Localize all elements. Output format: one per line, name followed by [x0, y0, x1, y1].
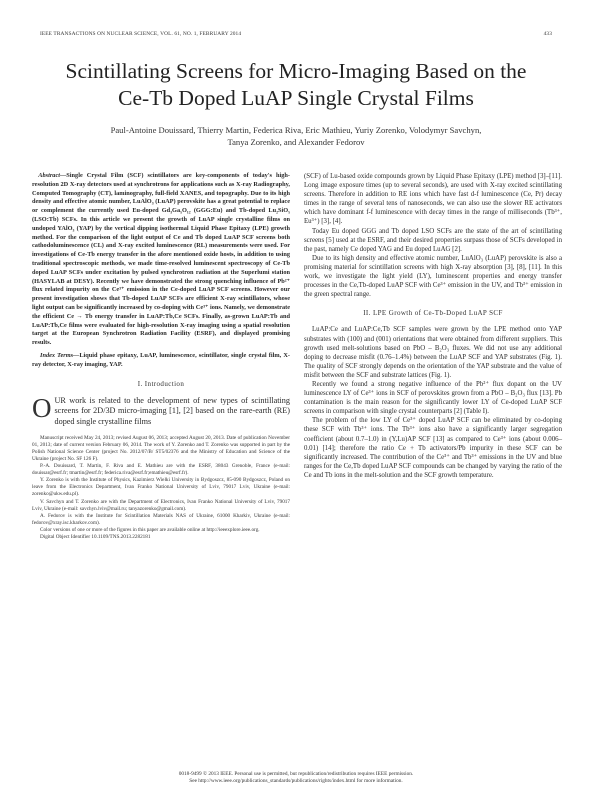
copyright-footer [0, 771, 592, 785]
footer-line-1: 0018-9499 © 2013 IEEE. Personal use is permitted, but republication/redistribution requires IEEE permission. [178, 771, 414, 777]
footnote-manuscript: Manuscript received May 24, 2013; revised August 06, 2013; accepted August 20, 2013. Date of publication November 01, 2013; date of current version February 06, 2014. The work of Y. Zorenko and T. Zorenko was supported in part by the Polish National Science Center (project No. 2012/07/B/ ST5/02376 and the Ministry of Education and Science of the Ukraine (project No. SF 126 F). [32, 434, 290, 463]
section-heading-introduction: I. Introduction [137, 379, 185, 388]
author-list [36, 124, 556, 149]
footnote-affiliation-kazimierz: Y. Zorenko is with the Institute of Physics, Kazimierz Wielki University in Bydgoszcz, 85-090 Bydgoszcz, Poland on leave from the Electronics Department, Ivan Franko National University of Lviv, 79017 Lviv, Ukraine (e-mail: zorenko@ukw.edu.pl). [32, 477, 290, 498]
body-paragraph: The problem of the low LY of Ce³⁺ doped LuAP SCF can be eliminated by co-doping these SCF with Tb³⁺ ions. The Tb³⁺ ions also have a significantly larger segregation coefficient (about 0.7–1.0) in (Y,Lu)AP SCF [13] as compared to Ce³⁺ ions (about 0.006–0.01) [14]; therefore the ratio Ce + Tb activators/Pb impurity in these SCF can be significantly increased. The contribution of the Ce³⁺ and Tb³⁺ emissions in the UV and blue ranges for the Ce,Tb doped LuAP SCF compounds can be changed by varying the ratio of the Ce and Tb ions in the melt-solution and the SCF growth temperature. [304, 417, 562, 479]
abstract-text: Single Crystal Film (SCF) scintillators are key-components of today's high-resolution 2D X-ray detectors used at synchrotrons for applications such as X-ray Radiography, Computed Tomography (CT), laminography, full-field XANES, and topography. Due to its high density and effective atomic number, LuAlO₃ (LuAP) perovskite has a great potential to replace or complement the currently used Eu-doped Gd₃Ga₅O₁₂ (GGG:Eu) and Tb-doped Lu₂SiO₅ (LSO:Tb) SCFs. In this article we present the growth of LuAP single crystalline films on undoped YAlO₃ (YAP) by the vertical dipping isothermal Liquid Phase Epitaxy (LPE) growth method. For the comparison of the light output of Ce and Tb doped LuAP SCF screens both cathodoluminescence (CL) and X-ray excited luminescence (RL) measurements were used. For investigations of Ce-Tb energy transfer in the afore mentioned oxide hosts, in addition to using traditional spectroscopic methods, we made time-resolved luminescent spectroscopy of Ce-Tb doped LuAP SCFs under excitation by pulsed synchrotron radiation at the Superlumi station (HASYLAB at DESY). Recently we have demonstrated the strong quenching influence of Pb²⁺ flux related impurity on the Ce³⁺ emission in the Ce-doped LuAP SCF screens. However our present investigation shows that Tb-doped LuAP SCFs are efficient X-ray scintillators, whose light output can be significantly increased by co-doping with Ce³⁺ ions. Namely, we demonstrate the efficient Ce → Tb energy transfer in LuAP:Tb,Ce SCFs. Finally, as-grown LuAP:Tb and LuAP:Tb,Ce films were evaluated for high-resolution X-ray imaging using a spatial resolution target at the European Synchrotron Radiation Facility (ESRF), and displayed promising results. [32, 172, 290, 347]
authors-line-2: Tanya Zorenko, and Alexander Fedorov [227, 137, 365, 148]
body-paragraph: LuAP:Ce and LuAP:Ce,Tb SCF samples were grown by the LPE method onto YAP substrates with (100) and (001) orientations that were obtained from different suppliers. This growth used melt-solutions based on PbO – B₂O₃ fluxes. We did not use any additional doping to decrease misfit (0.76–1.4%) between the LuAP SCF and YAP substrates (Fig. 1). The quality of SCF strongly depends on the orientation of the YAP substrate and the value of misfit between the SCF and substrate lattices (Fig. 1). [304, 326, 562, 379]
footnote-affiliation-kharkiv: A. Fedorov is with the Institute for Scintillation Materials NAS of Ukraine, 61000 Kharkiv, Ukraine (e-mail: fedorov@xray.isc.kharkov.com). [32, 512, 290, 526]
footnote-affiliation-esrf: P.-A. Douissard, T. Martin, F. Riva and E. Mathieu are with the ESRF, 38043 Grenoble, France (e-mail: douissar@esrf.fr; tmartin@esrf.fr; federica.riva@esrf.fr;emathieu@esrf.fr). [32, 463, 290, 477]
left-column [32, 172, 290, 541]
right-column [304, 172, 562, 480]
drop-cap: O [32, 392, 52, 423]
intro-text: UR work is related to the development of new types of scintillating screens for 2D/3D micro-imaging [1], [2] based on the rare-earth (RE) doped single crystalline films [54, 395, 290, 427]
footnote-color-versions: Color versions of one or more of the figures in this paper are available online at http://ieeexplore.ieee.org. [40, 526, 260, 533]
introduction-paragraph [32, 392, 290, 428]
authors-line-1: Paul-Antoine Douissard, Thierry Martin, Federica Riva, Eric Mathieu, Yuriy Zorenko, Volodymyr Savchyn, [110, 125, 482, 135]
body-paragraph: Recently we found a strong negative influence of the Pb²⁺ flux dopant on the UV luminescence LY of Ce³⁺ ions in SCF of perovskites grown from a PbO – B₂O₃ flux [13]. Pb contamination is the main reason for the significantly lower LY of Ce-doped LuAP SCF screens in comparison with single crystal counterparts [2] (Table I). [304, 380, 562, 416]
paper-title [30, 58, 562, 112]
footer-line-2: See http://www.ieee.org/publications_standards/publications/rights/index.html for more information. [189, 778, 403, 784]
journal-name: IEEE TRANSACTIONS ON NUCLEAR SCIENCE, VOL. 61, NO. 1, FEBRUARY 2014 [40, 31, 242, 37]
footnote-affiliation-lviv: V. Savchyn and T. Zorenko are with the Department of Electronics, Ivan Franko National University of Lviv, 79017 Lviv, Ukraine (e-mail: savchyn.lviv@mail.ru; tanyazorenko@gmail.com). [32, 498, 290, 512]
index-terms-label: Index Terms— [40, 351, 80, 359]
page-number: 433 [543, 31, 552, 37]
footnote-doi: Digital Object Identifier 10.1109/TNS.2013.2282181 [40, 534, 151, 541]
index-terms [32, 352, 290, 370]
title-line-1: Scintillating Screens for Micro-Imaging Based on the [65, 59, 527, 83]
title-line-2: Ce-Tb Doped LuAP Single Crystal Films [118, 86, 474, 110]
footnotes [32, 435, 290, 541]
body-paragraph: Today Eu doped GGG and Tb doped LSO SCFs are the state of the art of scintillating screens [5] used at the ESRF, and their desired properties surpass those of SCFs developed in the past, namely Ce doped YAG and Eu doped LuAG [2]. [304, 227, 562, 253]
body-paragraph: Due to its high density and effective atomic number, LuAlO₃ (LuAP) perovskite is also a promising material for scintillation screens with high X-ray absorption [3], [8], [11]. In this work, we investigate the light yield (LY), luminescent properties and energy transfer processes in the Ce,Tb-doped LuAP SCF with Ce³⁺ emission in the UV, and Tb³⁺ emission in the green spectral range. [304, 254, 562, 299]
body-paragraph: (SCF) of Lu-based oxide compounds grown by Liquid Phase Epitaxy (LPE) method [3]–[11]. Long image exposure times (up to several seconds), are used with X-ray excited scintillating screens. Therefore in addition to RE ions which have fast d-f luminescence (Ce, Pr) decay times in the range of several tens of nanoseconds, we can also use the slower RE activators which have dominant f-f luminescence with decay times in the range of milliseconds (Tb³⁺, Eu³⁺) [3], [4]. [304, 173, 562, 226]
index-terms-text: Liquid phase epitaxy, LuAP, luminescence, scintillator, single crystal film, X-ray detector, X-ray imaging, YAP. [32, 351, 290, 368]
section-heading-lpe-growth: II. LPE Growth of Ce-Tb-Doped LuAP SCF [363, 309, 503, 318]
abstract-label: Abstract— [38, 172, 67, 179]
abstract [32, 172, 290, 348]
